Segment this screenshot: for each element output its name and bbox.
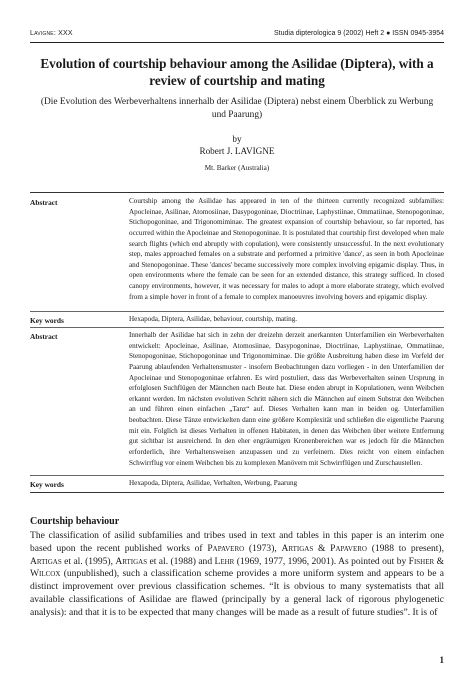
cited-author: Papavero <box>207 542 245 554</box>
abstract-de-text: Innerhalb der Asilidae hat sich in zehn der dreizehn derzeit anerkannten Unterfamilien ein Werbeverhalten entwickelt: Apocleinae, Asilinae, Atomosiinae, Dasypogoninae, Dioctriinae, Laphystiinae, Ommatiinae, Stenopogoninae, Stichopogoninae und Trigonomiminae. Die größte Ausbreitung haben diese im Vorfeld der Paarung ablaufenden Verhaltensmuster - insofern Beobachtungen dazu vorliegen - in den Unterfamilien der Apocleinae und Stenopogoninae erfahren. Es wird postuliert, dass das Werbeverhalten seinen Ursprung in erfolglosen Suchflügen der Männchen nach Beute hat. Diese enden abrupt in Kopulationen, wenn Weibchen erkannt werden. Im nächsten evolutiven Schritt nähern sich die Männchen auf einem Substrat den Weibchen an und führen einen einfachen „Tanz“ auf. Dieses Verhalten kann man in beiden og. Unterfamilien beobachten. Diese Tänze entwickelten dann eine größere Komplexität und schließen die eigentliche Paarung mit ein. Folglich ist dieses Verhalten in offenen Habitaten, in denen das Weibchen über weitere Entfernung gut sichtbar ist ausreichend. In den eher engräumigen Kronenbereichen war es jedoch für die Männchen erforderlich, ihre Verhaltensweisen anzupassen und zu verfeinern. Dies reicht von einem einfachen Schwirrflug vor einem Weibchen bis zu komplexen Manövern mit Schwirrflügen und Zurschaustellen. <box>129 331 444 467</box>
author-affiliation: Mt. Barker (Australia) <box>204 164 270 172</box>
keywords-de-text: Hexapoda, Diptera, Asilidae, Verhalten, Werbung, Paarung <box>129 479 298 487</box>
abstract-top-rule <box>30 192 444 193</box>
abstract-de-rule <box>30 327 444 328</box>
section-heading: Courtship behaviour <box>30 516 120 527</box>
keywords-en-rule <box>30 311 444 312</box>
abstract-de-label: Abstract <box>30 332 58 341</box>
article-title: Evolution of courtship behaviour among the Asilidae (Diptera), with a review of courtship and mating <box>40 56 434 88</box>
cited-author: Artigas <box>30 555 62 567</box>
abstract-en-text: Courtship among the Asilidae has appeared in ten of the thirteen currently recognized subfamilies: Apocleinae, Asilinae, Atomosiinae, Dasypogoninae, Dioctriinae, Laphystiinae, Ommatiinae, Stenopogoninae, Stichopogoninae, and Trigonomiminae. The greatest expansion of courtship behaviour, so far reported, has occurred within the Apocleinae and Stenopogoninae. It is postulated that courtship first developed when male search flights (which end abruptly with copulation), were consistently unsuccessful. In the next evolutionary step, males approached females on a substrate and performed a primitive 'dance', as seen in both Apocleinae and Stenopogoninae. These 'dances' became successively more complex involving epigamic display. Thus, in open environments where the female can be seen for an extended distance, this strategy sufficed. In closed canopy environments, however, it was necessary for males to adopt a more elaborate strategy, which evolved from a simple hover in front of a female to complex manoeuvres involving hovers and epigamic display. <box>129 197 444 301</box>
keywords-en-text: Hexapoda, Diptera, Asilidae, behaviour, courtship, mating. <box>129 315 298 323</box>
keywords-de-rule <box>30 475 444 476</box>
page-number: 1 <box>439 655 444 665</box>
body-paragraph: The classification of asilid subfamilies and tribes used in text and tables in this paper is an interim one based upon the recent published works of Papavero (1973), Artigas & Papavero (1988 to present), Artigas et al. (1995), Artigas et al. (1988) and Lehr (1969, 1977, 1996, 2001). As pointed out by Fisher & Wilcox (unpublished), such a classification scheme provides a more uniform system and appears to be a distinct improvement over previous classification schemes. “It is obvious to many systematists that all available classifications of Asilidae are flawed (principally by a general lack of rigorous phylogenetic analysis): and that it is to be expected that many changes will be made as a result of future studies”. It is of <box>30 530 444 618</box>
byline-by: by <box>232 134 242 144</box>
running-head-journal: Studia dipterologica 9 (2002) Heft 2 ● ISSN 0945-3954 <box>274 30 444 37</box>
abstract-bottom-rule <box>30 492 444 493</box>
abstract-en-label: Abstract <box>30 198 58 207</box>
cited-author: Lehr <box>214 555 235 567</box>
keywords-de-label: Key words <box>30 480 64 489</box>
author-name: Robert J. LAVIGNE <box>199 146 275 156</box>
running-head-author: Lavigne: XXX <box>30 30 73 37</box>
cited-author: Fisher & Wilcox <box>30 555 444 580</box>
cited-author: Artigas <box>115 555 148 567</box>
keywords-en-label: Key words <box>30 316 64 325</box>
header-rule <box>30 42 444 43</box>
cited-author: Artigas & Papavero <box>281 542 367 554</box>
article-subtitle-german: (Die Evolution des Werbeverhaltens innerhalb der Asilidae (Diptera) nebst einem Überblick zu Werbung und Paarung) <box>40 97 434 120</box>
